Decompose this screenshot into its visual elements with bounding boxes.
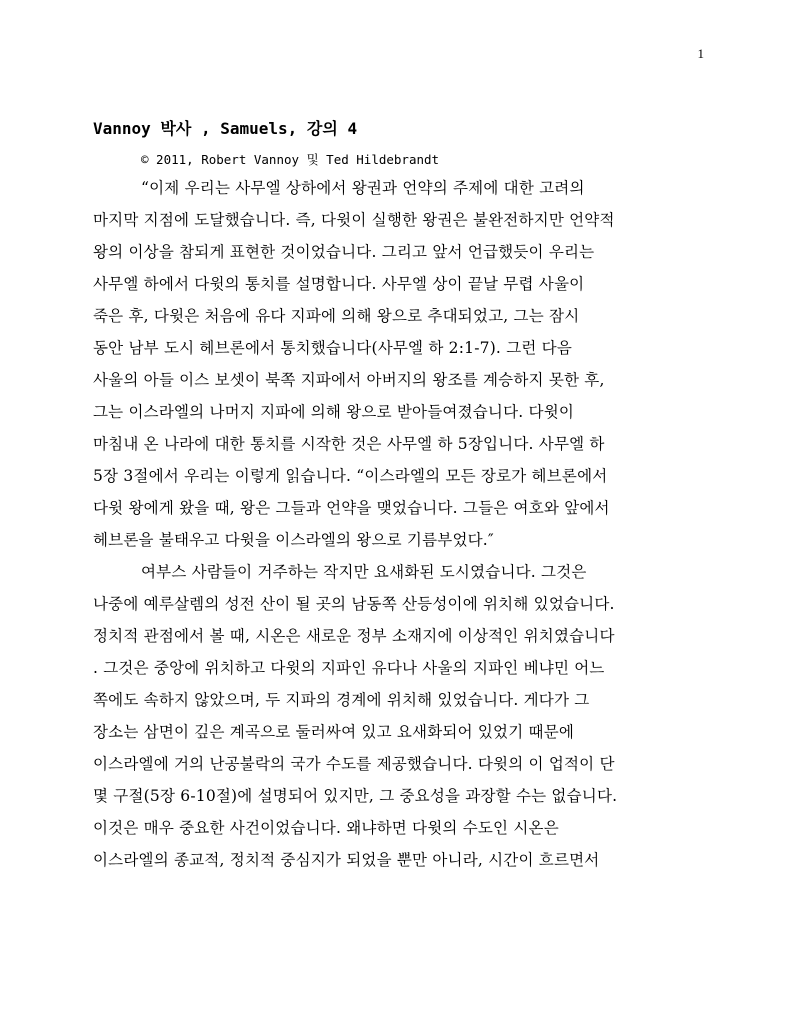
paragraph <box>93 556 703 876</box>
text-line: 왕의 이상을 참되게 표현한 것이었습니다. 그리고 앞서 언급했듯이 우리는 <box>93 243 595 261</box>
text-line: . 그것은 중앙에 위치하고 다윗의 지파인 유다나 사울의 지파인 베냐민 어느 <box>93 659 605 677</box>
text-line: 장소는 삼면이 깊은 계곡으로 둘러싸여 있고 요새화되어 있었기 때문에 <box>93 723 575 741</box>
text-line: 나중에 예루살렘의 성전 산이 될 곳의 남동쪽 산등성이에 위치해 있었습니다. <box>93 595 615 613</box>
text-line: 이스라엘에 거의 난공불락의 국가 수도를 제공했습니다. 다윗의 이 업적이 단 <box>93 755 615 773</box>
text-line: 사울의 아들 이스 보셋이 북쪽 지파에서 아버지의 왕조를 계승하지 못한 후, <box>93 371 605 389</box>
text-line: 쪽에도 속하지 않았으며, 두 지파의 경계에 위치해 있었습니다. 게다가 그 <box>93 691 590 709</box>
text-line: 죽은 후, 다윗은 처음에 유다 지파에 의해 왕으로 추대되었고, 그는 잠시 <box>93 307 580 325</box>
body-text <box>93 172 703 876</box>
text-line: “이제 우리는 사무엘 상하에서 왕권과 언약의 주제에 대한 고려의 <box>141 179 585 197</box>
text-line: 마침내 온 나라에 대한 통치를 시작한 것은 사무엘 하 5장입니다. 사무엘 하 <box>93 435 605 453</box>
text-line: 마지막 지점에 도달했습니다. 즉, 다윗이 실행한 왕권은 불완전하지만 언약적 <box>93 211 615 229</box>
page-number: 1 <box>697 46 704 61</box>
text-line: 동안 남부 도시 헤브론에서 통치했습니다(사무엘 하 2:1-7). 그런 다음 <box>93 339 573 357</box>
text-line: 헤브론을 불태우고 다윗을 이스라엘의 왕으로 기름부었다.″ <box>93 531 494 549</box>
text-line: 그는 이스라엘의 나머지 지파에 의해 왕으로 받아들여졌습니다. 다윗이 <box>93 403 575 421</box>
text-line: 여부스 사람들이 거주하는 작지만 요새화된 도시였습니다. 그것은 <box>141 563 587 581</box>
text-line: 5장 3절에서 우리는 이렇게 읽습니다. “이스라엘의 모든 장로가 헤브론에서 <box>93 467 608 485</box>
text-line: 이스라엘의 종교적, 정치적 중심지가 되었을 뿐만 아니라, 시간이 흐르면서 <box>93 851 600 869</box>
text-line: 다윗 왕에게 왔을 때, 왕은 그들과 언약을 맺었습니다. 그들은 여호와 앞에서 <box>93 499 610 517</box>
text-line: 몇 구절(5장 6-10절)에 설명되어 있지만, 그 중요성을 과장할 수는 없습니다. <box>93 787 618 805</box>
text-line: 이것은 매우 중요한 사건이었습니다. 왜냐하면 다윗의 수도인 시온은 <box>93 819 559 837</box>
text-line: 사무엘 하에서 다윗의 통치를 설명합니다. 사무엘 상이 끝날 무렵 사울이 <box>93 275 585 293</box>
paragraph <box>93 172 703 556</box>
copyright-line: © 2011, Robert Vannoy 및 Ted Hildebrandt <box>141 152 440 167</box>
text-line: 정치적 관점에서 볼 때, 시온은 새로운 정부 소재지에 이상적인 위치였습니다 <box>93 627 615 645</box>
document-title: Vannoy 박사 , Samuels, 강의 4 <box>93 119 358 138</box>
